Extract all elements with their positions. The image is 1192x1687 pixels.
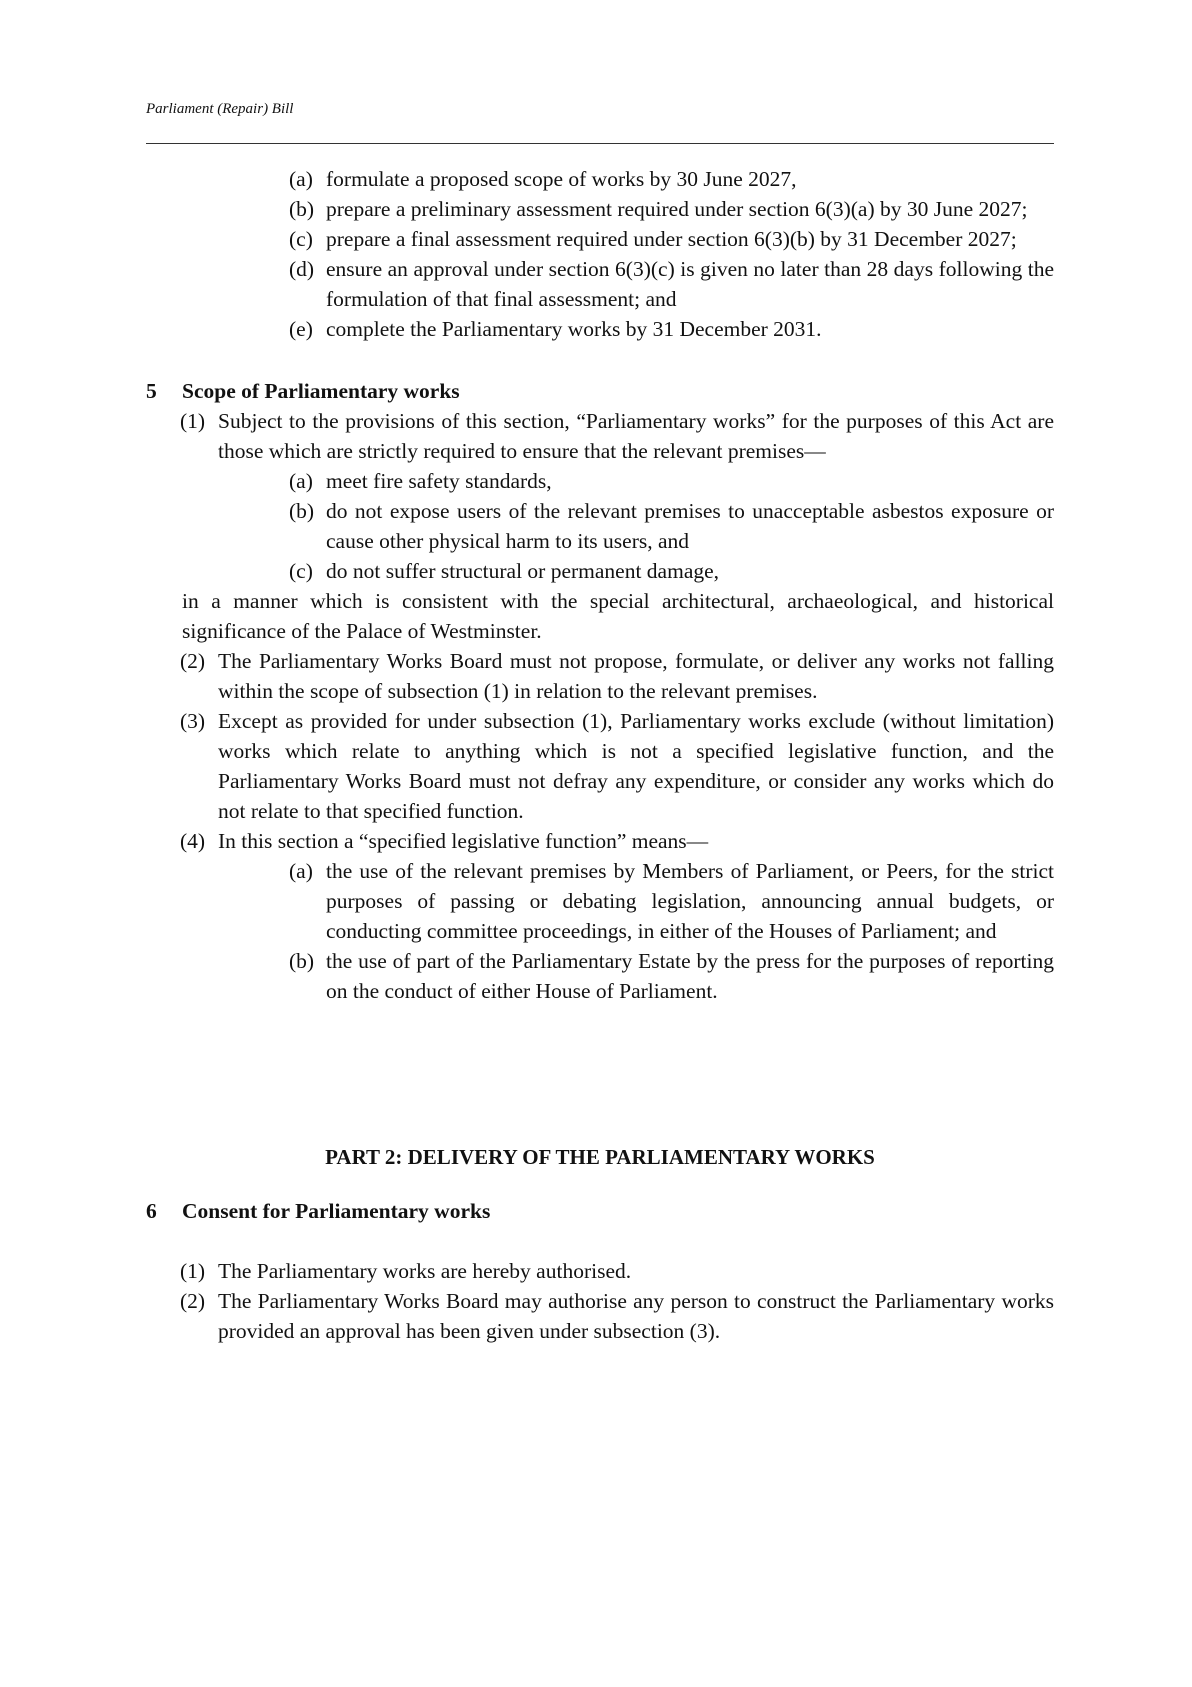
item-text: complete the Parliamentary works by 31 December 2031. bbox=[326, 317, 822, 341]
subsection-6-2 bbox=[146, 1286, 1054, 1346]
header-rule bbox=[146, 143, 1054, 144]
item-number: (b) bbox=[289, 197, 315, 221]
item-number: (b) bbox=[289, 949, 315, 973]
item-text: meet fire safety standards, bbox=[326, 469, 552, 493]
section-number: 5 bbox=[146, 379, 157, 403]
subsection-5-3 bbox=[146, 706, 1054, 826]
subsection-5-2 bbox=[146, 646, 1054, 706]
item-number: (a) bbox=[289, 469, 313, 493]
subsection-text: Subject to the provisions of this section, “Parliamentary works” for the purposes of this Act are those which are strictly required to ensure that the relevant premises— bbox=[218, 409, 1054, 463]
document-body bbox=[146, 164, 1054, 1346]
item-text: formulate a proposed scope of works by 30 June 2027, bbox=[326, 167, 797, 191]
subsection-5-1 bbox=[146, 406, 1054, 466]
subsection-number: (1) bbox=[180, 1259, 206, 1283]
item-text: the use of the relevant premises by Members of Parliament, or Peers, for the strict purposes of passing or debating legislation, announcing annual budgets, or conducting committee proceedings, in either of the Houses of Parliament; and bbox=[326, 859, 1054, 943]
item-text: prepare a final assessment required under section 6(3)(b) by 31 December 2027; bbox=[326, 227, 1017, 251]
subsection-number: (2) bbox=[180, 1289, 206, 1313]
subsection-text: The Parliamentary works are hereby authorised. bbox=[218, 1259, 632, 1283]
section-title: Consent for Parliamentary works bbox=[182, 1199, 491, 1223]
list-item bbox=[146, 946, 1054, 1006]
subsection-text: In this section a “specified legislative function” means— bbox=[218, 829, 709, 853]
top-list bbox=[146, 164, 1054, 344]
section-5-heading bbox=[146, 376, 1054, 406]
list-item bbox=[146, 856, 1054, 946]
subsection-number: (4) bbox=[180, 829, 206, 853]
item-text: do not expose users of the relevant premises to unacceptable asbestos exposure or cause other physical harm to its users, and bbox=[326, 499, 1054, 553]
list-item bbox=[146, 224, 1054, 254]
item-number: (e) bbox=[289, 317, 313, 341]
part-2-heading: PART 2: DELIVERY OF THE PARLIAMENTARY WORKS bbox=[325, 1145, 875, 1169]
subsection-number: (1) bbox=[180, 409, 206, 433]
list-item bbox=[146, 314, 1054, 344]
subsection-number: (2) bbox=[180, 649, 206, 673]
list-item bbox=[146, 254, 1054, 314]
subsection-text: The Parliamentary Works Board may authorise any person to construct the Parliamentary works provided an approval has been given under subsection (3). bbox=[218, 1289, 1054, 1343]
item-number: (d) bbox=[289, 257, 315, 281]
section-6-heading bbox=[146, 1196, 1054, 1226]
item-text: ensure an approval under section 6(3)(c) is given no later than 28 days following the formulation of that final assessment; and bbox=[326, 257, 1054, 311]
item-number: (a) bbox=[289, 859, 313, 883]
item-text: the use of part of the Parliamentary Estate by the press for the purposes of reporting on the conduct of either House of Parliament. bbox=[326, 949, 1054, 1003]
item-text: prepare a preliminary assessment required under section 6(3)(a) by 30 June 2027; bbox=[326, 197, 1028, 221]
list-item bbox=[146, 496, 1054, 556]
list-item bbox=[146, 466, 1054, 496]
running-header-title: Parliament (Repair) Bill bbox=[146, 101, 294, 117]
section-title: Scope of Parliamentary works bbox=[182, 379, 460, 403]
subsection-5-1-closing: in a manner which is consistent with the special architectural, archaeological, and historical significance of the Palace of Westminster. bbox=[182, 589, 1054, 643]
item-number: (c) bbox=[289, 227, 313, 251]
subsection-text: Except as provided for under subsection (1), Parliamentary works exclude (without limitation) works which relate to anything which is not a specified legislative function, and the Parliamentary Works Board must not defray any expenditure, or consider any works which do not relate to that specified function. bbox=[218, 709, 1054, 823]
item-number: (b) bbox=[289, 499, 315, 523]
item-number: (c) bbox=[289, 559, 313, 583]
subsection-number: (3) bbox=[180, 709, 206, 733]
subsection-text: The Parliamentary Works Board must not propose, formulate, or deliver any works not falling within the scope of subsection (1) in relation to the relevant premises. bbox=[218, 649, 1054, 703]
list-item bbox=[146, 164, 1054, 194]
item-number: (a) bbox=[289, 167, 313, 191]
subsection-5-4 bbox=[146, 826, 1054, 856]
item-text: do not suffer structural or permanent damage, bbox=[326, 559, 720, 583]
list-item bbox=[146, 556, 1054, 586]
section-number: 6 bbox=[146, 1199, 157, 1223]
subsection-6-1 bbox=[146, 1256, 1054, 1286]
list-item bbox=[146, 194, 1054, 224]
